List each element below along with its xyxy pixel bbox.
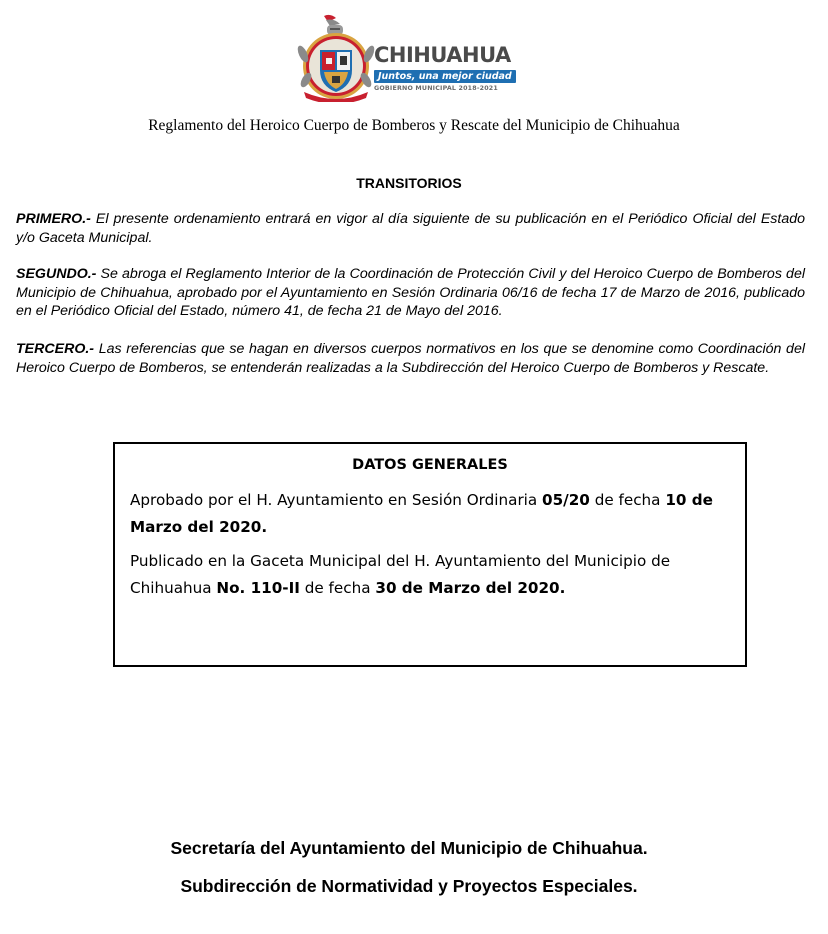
publicado-prefix: Publicado en la Gaceta Municipal del H. Ayuntamiento del Municipio de Chihuahua [130,552,671,597]
article-label: TERCERO.- [16,341,95,357]
publicado-date: 30 de Marzo del 2020. [375,579,566,597]
brand-name: CHIHUAHUA [374,43,511,67]
footer-subdireccion: Subdirección de Normatividad y Proyectos Especiales. [180,876,638,896]
article-primero [16,210,805,247]
municipal-logo [296,14,526,102]
publicado-number: No. 110-II [216,579,300,597]
article-text: El presente ordenamiento entrará en vigor al día siguiente de su publicación en el Periódico Oficial del Estado y/o Gaceta Municipal. [16,211,805,246]
publicado-paragraph [115,548,745,602]
article-segundo [16,265,805,321]
aprobado-session: 05/20 [542,491,590,509]
article-text: Las referencias que se hagan en diversos cuerpos normativos en los que se denomine como Coordinación del Heroico Cuerpo de Bomberos, se entenderán realizadas a la Subdirección del Heroico Cuerpo de Bomberos y Rescate. [16,341,805,376]
brand-block [374,44,524,92]
article-label: PRIMERO.- [16,211,91,227]
article-text: Se abroga el Reglamento Interior de la Coordinación de Protección Civil y del Heroico Cuerpo de Bomberos del Municipio de Chihuahua, aprobado por el Ayuntamiento en Sesión Ordinaria 06/16 de fecha 17 de Marzo de 2016, publicado en el Periódico Oficial del Estado, número 41, de fecha 21 de Mayo del 2016. [16,266,805,319]
datos-generales-box [113,442,747,667]
publicado-middle: de fecha [299,579,376,597]
aprobado-date: 10 de Marzo del 2020. [130,491,713,536]
transitorios-heading: TRANSITORIOS [356,175,462,191]
aprobado-middle: de fecha [589,491,666,509]
aprobado-paragraph [115,487,745,541]
document-title: Reglamento del Heroico Cuerpo de Bomberos y Rescate del Municipio de Chihuahua [148,117,680,134]
aprobado-prefix: Aprobado por el H. Ayuntamiento en Sesión Ordinaria [130,491,543,509]
article-label: SEGUNDO.- [16,266,97,282]
datos-generales-title: DATOS GENERALES [352,457,508,473]
brand-government: GOBIERNO MUNICIPAL 2018-2021 [374,85,498,92]
municipal-crest-icon [296,14,376,102]
article-tercero [16,340,805,377]
footer-secretaria: Secretaría del Ayuntamiento del Municipio de Chihuahua. [170,838,648,858]
brand-slogan: Juntos, una mejor ciudad [374,70,516,83]
